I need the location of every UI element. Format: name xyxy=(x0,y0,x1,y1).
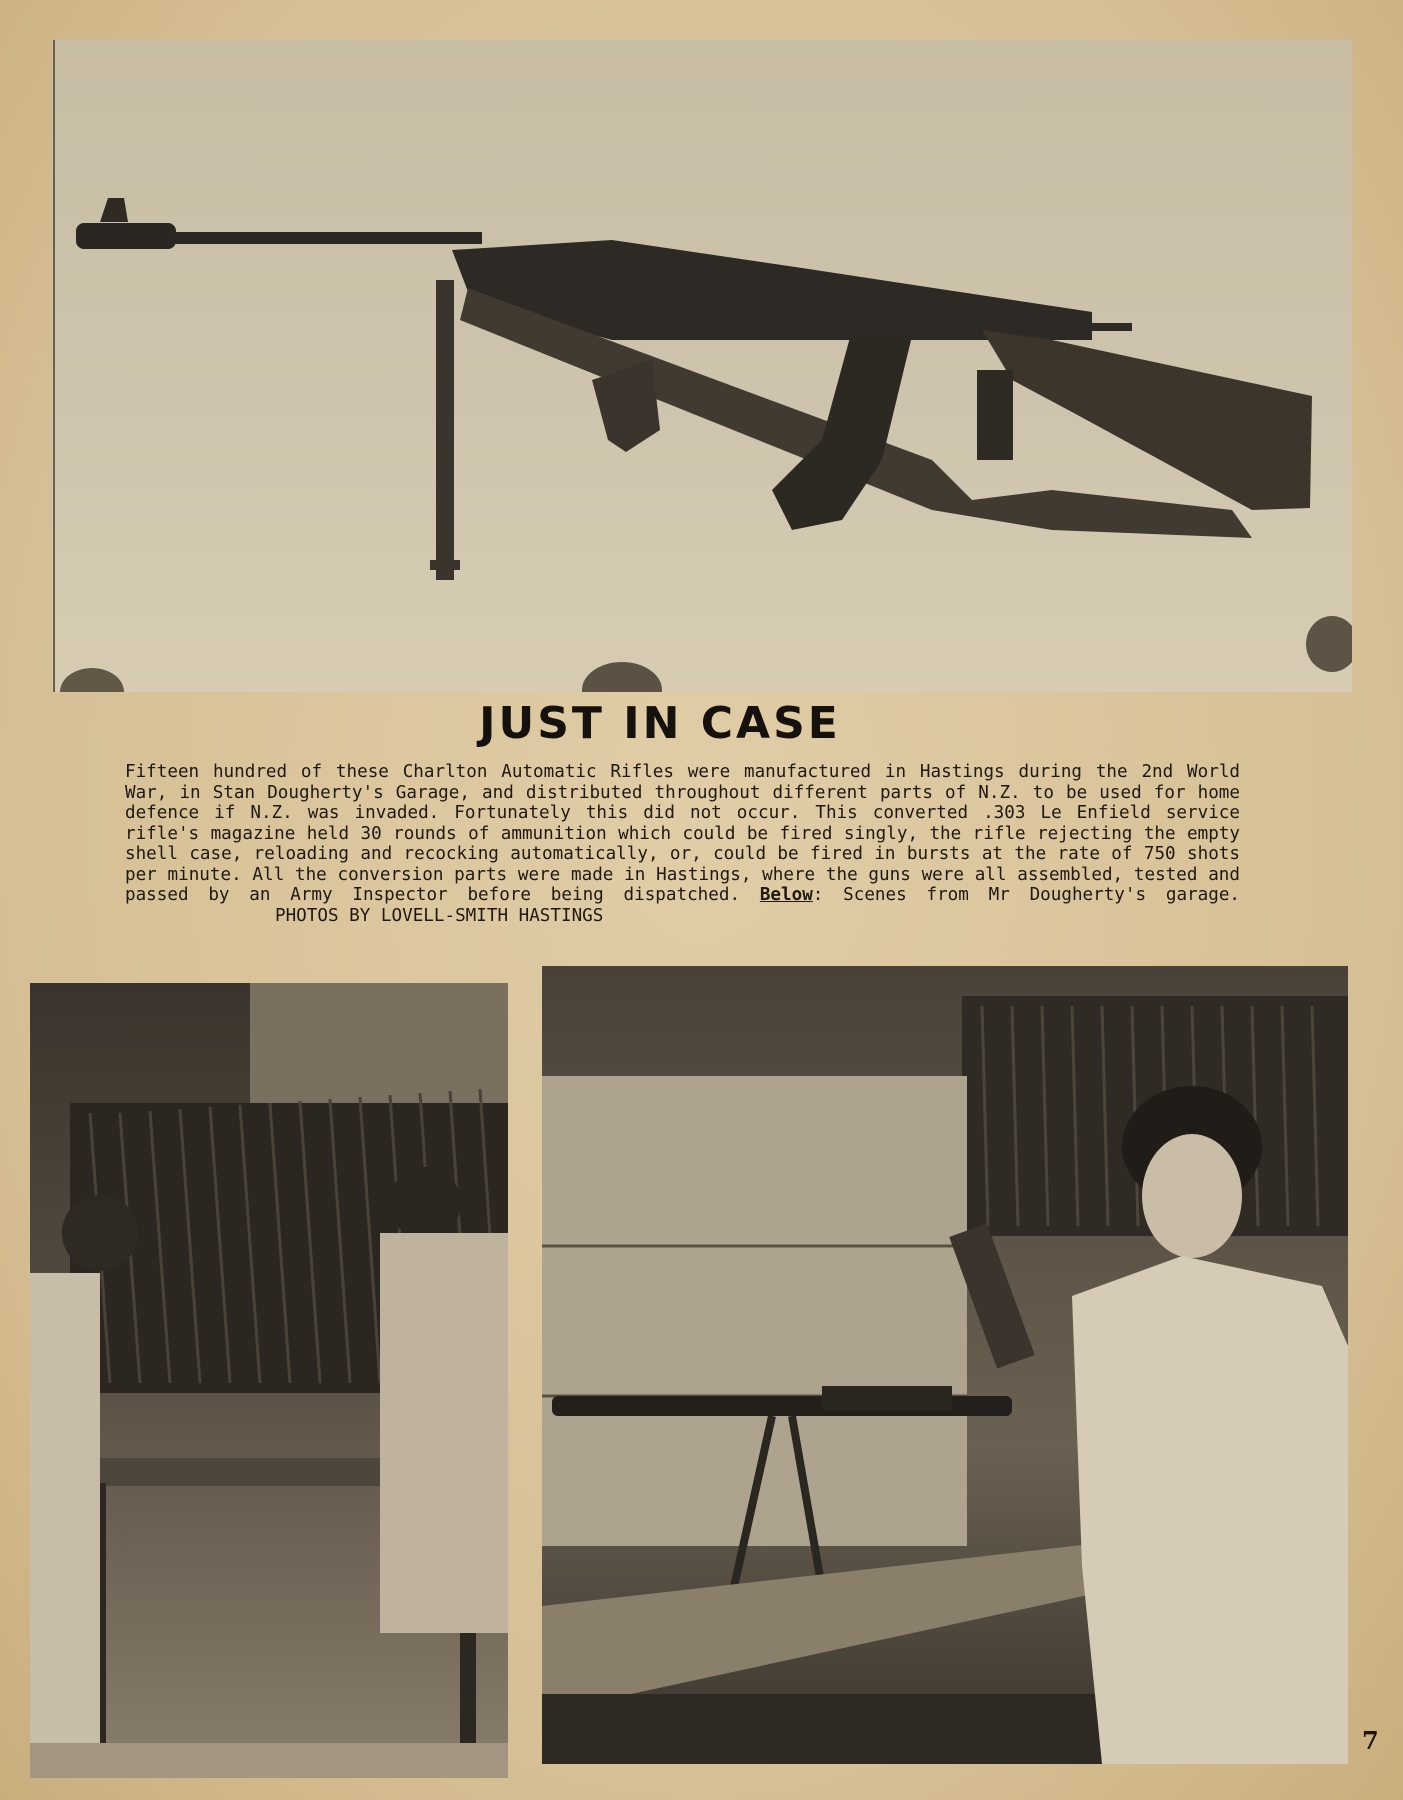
article-body-text: Fifteen hundred of these Charlton Automatic Rifles were manufactured in Hastings during the 2nd World War, in Stan Dougherty's Garage, and distributed throughout different parts of N.Z. to be used for home defence if N.Z. was invaded. Fortunately this did not occur. This converted .303 Le Enfield service rifle's magazine held 30 rounds of ammunition which could be fired singly, the rifle rejecting the empty shell case, reloading and recocking automatically, or, could be fired in bursts at the rate of 750 shots per minute. All the conversion parts were made in Hastings, where the guns were all assembled, tested and passed by an Army Inspector before being dispatched. xyxy=(125,762,1240,905)
below-caption: : Scenes from Mr Dougherty's garage. xyxy=(812,885,1241,905)
page-number: 7 xyxy=(1362,1726,1379,1755)
rifle-photo xyxy=(52,40,1352,692)
below-label: Below xyxy=(759,885,813,905)
photo-credit: PHOTOS BY LOVELL-SMITH HASTINGS xyxy=(275,905,604,926)
workshop-photo-right xyxy=(542,966,1348,1764)
article-body xyxy=(125,762,1240,926)
workshop-photo-left xyxy=(30,983,508,1778)
article-headline: JUST IN CASE xyxy=(479,698,841,749)
